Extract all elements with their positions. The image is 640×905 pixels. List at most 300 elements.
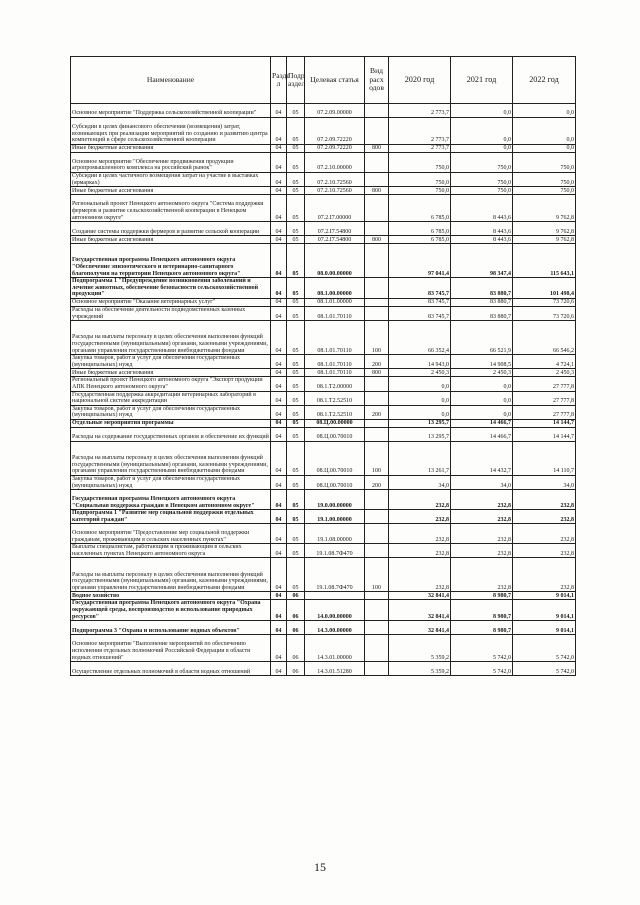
row-2022-value-cell: 9 762,8: [513, 236, 576, 244]
row-section-cell: 04: [271, 104, 287, 118]
row-2021-value-cell: 0,0: [451, 391, 513, 405]
row-2020-value-cell: 97 041,4: [389, 244, 451, 278]
row-target-article-cell: 07.2.09.00000: [305, 104, 365, 118]
row-subsection-cell: 05: [287, 405, 305, 419]
row-2022-value-cell: 5 742,0: [513, 635, 576, 662]
row-expense-type-cell: 100: [365, 321, 389, 355]
table-row: [71, 600, 576, 621]
row-2022-value-cell: 66 546,2: [513, 321, 576, 355]
row-subsection-cell: 06: [287, 621, 305, 635]
row-name-cell: Государственная программа Ненецкого автономного округа "Социальная поддержка граждан в Ненецком автономном округе": [71, 490, 271, 510]
row-name-cell: Расходы на обеспечение деятельности подведомственных казенных учреждений: [71, 306, 271, 320]
table-row: [71, 524, 576, 544]
row-name-cell: Расходы на выплаты персоналу в целях обеспечения выполнения функций государственными (муниципальными) органами, казенными учреждениями, органами управления государственными внебюджетными фондами: [71, 321, 271, 355]
row-subsection-cell: 05: [287, 441, 305, 475]
row-section-cell: 04: [271, 405, 287, 419]
row-name-cell: Региональный проект Ненецкого автономного округа "Система поддержки фермеров и развитие сельскохозяйственной кооперации в Ненецком автономном округе": [71, 195, 271, 222]
row-target-article-cell: [305, 592, 365, 600]
row-target-article-cell: 08.Ц.00.70010: [305, 441, 365, 475]
row-target-article-cell: 08.Ц.00.70010: [305, 475, 365, 489]
row-2022-value-cell: 750,0: [513, 173, 576, 187]
row-expense-type-cell: [365, 490, 389, 510]
table-row: [71, 236, 576, 244]
row-section-cell: 04: [271, 153, 287, 173]
row-2022-value-cell: 4 724,1: [513, 355, 576, 369]
table-row: [71, 475, 576, 489]
row-name-cell: Расходы на выплаты персоналу в целях обеспечения выполнения функций государственными (муниципальными) органами, казенными учреждениями, органами управления государственными внебюджетными фондами: [71, 441, 271, 475]
row-2022-value-cell: 750,0: [513, 187, 576, 195]
row-2022-value-cell: 14 144,7: [513, 419, 576, 427]
row-2020-value-cell: 0,0: [389, 405, 451, 419]
row-expense-type-cell: [365, 427, 389, 441]
row-expense-type-cell: [365, 104, 389, 118]
row-name-cell: Государственная программа Ненецкого автономного округа "Охрана окружающей среды, воспроизводство и использование природных ресурсов": [71, 600, 271, 621]
row-2022-value-cell: 9 762,8: [513, 222, 576, 236]
row-section-cell: 04: [271, 510, 287, 524]
row-name-cell: Иные бюджетные ассигнования: [71, 145, 271, 153]
row-section-cell: 04: [271, 662, 287, 676]
row-name-cell: Подпрограмма 1 "Развитие мер социальной поддержки отдельных категорий граждан": [71, 510, 271, 524]
page-number: 15: [314, 860, 326, 874]
table-row: [71, 558, 576, 592]
row-expense-type-cell: [365, 524, 389, 544]
row-subsection-cell: 05: [287, 187, 305, 195]
row-2020-value-cell: 750,0: [389, 187, 451, 195]
row-target-article-cell: 08.1.T2.52510: [305, 405, 365, 419]
row-2020-value-cell: 2 773,7: [389, 104, 451, 118]
row-name-cell: Водное хозяйство: [71, 592, 271, 600]
row-subsection-cell: 05: [287, 153, 305, 173]
row-2021-value-cell: 83 880,7: [451, 298, 513, 306]
row-subsection-cell: 05: [287, 236, 305, 244]
row-name-cell: Выплаты специалистам, работающим и проживающим в сельских населенных пунктах Ненецкого автономного округа: [71, 544, 271, 558]
row-2022-value-cell: 9 014,1: [513, 621, 576, 635]
row-section-cell: 04: [271, 222, 287, 236]
row-section-cell: 04: [271, 321, 287, 355]
row-2020-value-cell: 2 773,7: [389, 118, 451, 145]
row-2020-value-cell: 232,8: [389, 544, 451, 558]
row-subsection-cell: 05: [287, 222, 305, 236]
table-row: [71, 621, 576, 635]
row-section-cell: 04: [271, 490, 287, 510]
row-subsection-cell: 05: [287, 377, 305, 391]
row-target-article-cell: 19.1.08.00000: [305, 524, 365, 544]
row-name-cell: Подпрограмма 1 "Предупреждение возникновения заболеваний и лечение животных, обеспечение безопасности сельскохозяйственной продукции": [71, 278, 271, 299]
row-2020-value-cell: 6 785,0: [389, 195, 451, 222]
row-expense-type-cell: 200: [365, 405, 389, 419]
table-row: [71, 222, 576, 236]
row-target-article-cell: 14.3.00.00000: [305, 621, 365, 635]
row-2022-value-cell: 232,8: [513, 510, 576, 524]
row-2021-value-cell: 34,0: [451, 475, 513, 489]
row-2021-value-cell: 0,0: [451, 377, 513, 391]
row-subsection-cell: 05: [287, 278, 305, 299]
row-subsection-cell: 05: [287, 355, 305, 369]
row-expense-type-cell: [365, 244, 389, 278]
row-name-cell: Субсидии в целях финансового обеспечения (возмещения) затрат, возникающих при реализации мероприятий по созданию и развитию центра компетенций в сфере сельскохозяйственной кооперации: [71, 118, 271, 145]
row-2020-value-cell: 750,0: [389, 173, 451, 187]
row-section-cell: 04: [271, 278, 287, 299]
row-2020-value-cell: 232,8: [389, 490, 451, 510]
row-2021-value-cell: 8 443,6: [451, 195, 513, 222]
row-2020-value-cell: 5 359,2: [389, 662, 451, 676]
row-2021-value-cell: 2 450,3: [451, 369, 513, 377]
row-2022-value-cell: 750,0: [513, 153, 576, 173]
row-2020-value-cell: 32 841,4: [389, 621, 451, 635]
row-target-article-cell: 07.2.09.72220: [305, 145, 365, 153]
row-2020-value-cell: 14 943,0: [389, 355, 451, 369]
row-2020-value-cell: 13 295,7: [389, 419, 451, 427]
row-2022-value-cell: 14 144,7: [513, 427, 576, 441]
header-expense-type: Вид расх одов: [365, 57, 389, 104]
row-target-article-cell: 07.2.I7.54800: [305, 222, 365, 236]
row-2021-value-cell: 98 347,4: [451, 244, 513, 278]
row-name-cell: Расходы на содержание государственных органов и обеспечение их функций: [71, 427, 271, 441]
row-target-article-cell: 08.1.01.70110: [305, 369, 365, 377]
row-2020-value-cell: 750,0: [389, 153, 451, 173]
row-2022-value-cell: 0,0: [513, 118, 576, 145]
row-section-cell: 04: [271, 427, 287, 441]
row-target-article-cell: 07.2.10.72560: [305, 173, 365, 187]
row-expense-type-cell: 200: [365, 355, 389, 369]
row-expense-type-cell: [365, 306, 389, 320]
row-2021-value-cell: 750,0: [451, 153, 513, 173]
header-subsection: Подр аздел: [287, 57, 305, 104]
row-section-cell: 04: [271, 524, 287, 544]
row-subsection-cell: 05: [287, 427, 305, 441]
table-row: [71, 441, 576, 475]
row-2022-value-cell: 0,0: [513, 104, 576, 118]
row-target-article-cell: 08.1.01.00000: [305, 298, 365, 306]
row-2020-value-cell: 232,8: [389, 558, 451, 592]
row-target-article-cell: 08.Ц.00.70010: [305, 427, 365, 441]
row-2020-value-cell: 83 745,7: [389, 278, 451, 299]
row-2021-value-cell: 0,0: [451, 118, 513, 145]
row-2020-value-cell: 0,0: [389, 377, 451, 391]
row-subsection-cell: 05: [287, 173, 305, 187]
row-target-article-cell: 08.1.01.70110: [305, 355, 365, 369]
table-row: [71, 104, 576, 118]
row-name-cell: Закупка товаров, работ и услуг для обеспечения государственных (муниципальных) нужд: [71, 405, 271, 419]
row-2021-value-cell: 8 443,6: [451, 222, 513, 236]
row-section-cell: 04: [271, 369, 287, 377]
row-2022-value-cell: 232,8: [513, 490, 576, 510]
table-row: [71, 490, 576, 510]
row-expense-type-cell: [365, 278, 389, 299]
row-target-article-cell: 19.1.08.7Ф470: [305, 544, 365, 558]
row-2020-value-cell: 34,0: [389, 475, 451, 489]
row-2021-value-cell: 0,0: [451, 145, 513, 153]
row-subsection-cell: 05: [287, 419, 305, 427]
row-name-cell: Создание системы поддержки фермеров и развитие сельской кооперации: [71, 222, 271, 236]
row-name-cell: Основное мероприятие "Предоставление мер социальной поддержки гражданам, проживающим в сельских населенных пунктах": [71, 524, 271, 544]
row-subsection-cell: 05: [287, 321, 305, 355]
row-subsection-cell: 06: [287, 600, 305, 621]
row-section-cell: 04: [271, 173, 287, 187]
table-row: [71, 510, 576, 524]
row-2022-value-cell: 27 777,8: [513, 405, 576, 419]
row-subsection-cell: 05: [287, 475, 305, 489]
row-name-cell: Субсидии в целях частичного возмещения затрат на участие в выставках (ярмарках): [71, 173, 271, 187]
row-section-cell: 04: [271, 441, 287, 475]
table-row: [71, 405, 576, 419]
row-section-cell: 04: [271, 391, 287, 405]
row-name-cell: Подпрограмма 3 "Охрана и использование водных объектов": [71, 621, 271, 635]
row-expense-type-cell: 800: [365, 145, 389, 153]
table-row: [71, 153, 576, 173]
row-expense-type-cell: [365, 173, 389, 187]
row-2021-value-cell: 5 742,0: [451, 662, 513, 676]
row-2022-value-cell: 232,8: [513, 524, 576, 544]
row-2020-value-cell: 66 352,4: [389, 321, 451, 355]
row-expense-type-cell: 800: [365, 187, 389, 195]
row-subsection-cell: 05: [287, 490, 305, 510]
header-target-article: Целевая статья: [305, 57, 365, 104]
row-expense-type-cell: [365, 635, 389, 662]
table-row: [71, 544, 576, 558]
row-name-cell: Осуществление отдельных полномочий в области водных отношений: [71, 662, 271, 676]
table-row: [71, 635, 576, 662]
table-row: [71, 427, 576, 441]
row-2020-value-cell: 2 773,7: [389, 145, 451, 153]
row-2020-value-cell: 13 261,7: [389, 441, 451, 475]
table-row: [71, 173, 576, 187]
row-2022-value-cell: 232,8: [513, 558, 576, 592]
row-expense-type-cell: 200: [365, 475, 389, 489]
row-target-article-cell: 08.0.00.00000: [305, 244, 365, 278]
row-target-article-cell: 08.Ц.00.00000: [305, 419, 365, 427]
row-2020-value-cell: 6 785,0: [389, 236, 451, 244]
row-2021-value-cell: 232,8: [451, 524, 513, 544]
row-expense-type-cell: [365, 592, 389, 600]
row-2021-value-cell: 8 443,6: [451, 236, 513, 244]
row-target-article-cell: 14.3.01.51280: [305, 662, 365, 676]
row-subsection-cell: 05: [287, 306, 305, 320]
row-2021-value-cell: 83 880,7: [451, 306, 513, 320]
row-name-cell: Закупка товаров, работ и услуг для обеспечения государственных (муниципальных) нужд: [71, 355, 271, 369]
row-section-cell: 04: [271, 475, 287, 489]
row-2020-value-cell: 2 450,3: [389, 369, 451, 377]
row-2022-value-cell: 0,0: [513, 145, 576, 153]
row-target-article-cell: 08.1.01.70110: [305, 306, 365, 320]
row-expense-type-cell: [365, 298, 389, 306]
row-2021-value-cell: 14 432,7: [451, 441, 513, 475]
row-expense-type-cell: [365, 419, 389, 427]
row-target-article-cell: 14.3.01.00000: [305, 635, 365, 662]
row-2022-value-cell: 232,8: [513, 544, 576, 558]
row-subsection-cell: 05: [287, 369, 305, 377]
row-subsection-cell: 05: [287, 544, 305, 558]
row-expense-type-cell: [365, 377, 389, 391]
row-target-article-cell: 19.1.00.00000: [305, 510, 365, 524]
row-target-article-cell: 07.2.10.00000: [305, 153, 365, 173]
row-subsection-cell: 06: [287, 662, 305, 676]
row-2021-value-cell: 750,0: [451, 187, 513, 195]
row-2021-value-cell: 8 980,7: [451, 592, 513, 600]
row-expense-type-cell: [365, 662, 389, 676]
row-target-article-cell: 08.1.T2.00000: [305, 377, 365, 391]
row-2022-value-cell: 73 720,6: [513, 298, 576, 306]
row-2021-value-cell: 66 521,9: [451, 321, 513, 355]
row-target-article-cell: 07.2.10.72560: [305, 187, 365, 195]
table-row: [71, 419, 576, 427]
table-row: [71, 662, 576, 676]
header-year-2020: 2020 год: [389, 57, 451, 104]
row-2022-value-cell: 9 014,1: [513, 600, 576, 621]
row-2021-value-cell: 232,8: [451, 544, 513, 558]
row-section-cell: 04: [271, 244, 287, 278]
row-target-article-cell: 07.2.09.72220: [305, 118, 365, 145]
row-subsection-cell: 05: [287, 558, 305, 592]
row-expense-type-cell: [365, 510, 389, 524]
row-2021-value-cell: 232,8: [451, 558, 513, 592]
row-2020-value-cell: 232,8: [389, 510, 451, 524]
row-expense-type-cell: [365, 600, 389, 621]
row-2021-value-cell: 8 980,7: [451, 600, 513, 621]
header-year-2022: 2022 год: [513, 57, 576, 104]
row-2020-value-cell: 232,8: [389, 524, 451, 544]
row-subsection-cell: 05: [287, 524, 305, 544]
row-subsection-cell: 05: [287, 195, 305, 222]
row-name-cell: Отдельные мероприятия программы: [71, 419, 271, 427]
row-2021-value-cell: 5 742,0: [451, 635, 513, 662]
row-2021-value-cell: 14 908,5: [451, 355, 513, 369]
row-target-article-cell: 08.1.T2.52510: [305, 391, 365, 405]
row-section-cell: 04: [271, 635, 287, 662]
row-2020-value-cell: 0,0: [389, 391, 451, 405]
row-name-cell: Государственная программа Ненецкого автономного округа "Обеспечение эпизоотического и ветеринарно-санитарного благополучия на территории Ненецкого автономного округа": [71, 244, 271, 278]
row-2021-value-cell: 232,8: [451, 510, 513, 524]
row-2021-value-cell: 14 466,7: [451, 427, 513, 441]
row-expense-type-cell: [365, 195, 389, 222]
row-expense-type-cell: 100: [365, 441, 389, 475]
row-section-cell: 04: [271, 187, 287, 195]
row-target-article-cell: 07.2.I7.00000: [305, 195, 365, 222]
row-expense-type-cell: [365, 621, 389, 635]
row-2022-value-cell: 73 720,6: [513, 306, 576, 320]
row-section-cell: 04: [271, 544, 287, 558]
row-2022-value-cell: 101 498,4: [513, 278, 576, 299]
row-subsection-cell: 06: [287, 592, 305, 600]
row-name-cell: Иные бюджетные ассигнования: [71, 187, 271, 195]
row-section-cell: 04: [271, 558, 287, 592]
row-2021-value-cell: 8 980,7: [451, 621, 513, 635]
table-row: [71, 592, 576, 600]
row-expense-type-cell: [365, 153, 389, 173]
row-2021-value-cell: 14 466,7: [451, 419, 513, 427]
row-2020-value-cell: 83 745,7: [389, 298, 451, 306]
row-2022-value-cell: 14 110,7: [513, 441, 576, 475]
row-expense-type-cell: [365, 118, 389, 145]
row-subsection-cell: 05: [287, 145, 305, 153]
row-section-cell: 04: [271, 419, 287, 427]
row-name-cell: Региональный проект Ненецкого автономного округа "Экспорт продукции АПК Ненецкого автономного округа": [71, 377, 271, 391]
row-2020-value-cell: 5 359,2: [389, 635, 451, 662]
row-subsection-cell: 05: [287, 118, 305, 145]
table-row: [71, 187, 576, 195]
row-name-cell: Иные бюджетные ассигнования: [71, 236, 271, 244]
header-section: Разде л: [271, 57, 287, 104]
row-section-cell: 04: [271, 298, 287, 306]
row-section-cell: 04: [271, 355, 287, 369]
row-name-cell: Основное мероприятие "Обеспечение продвижения продукции агропромышленного комплекса на российский рынок": [71, 153, 271, 173]
row-2022-value-cell: 9 762,8: [513, 195, 576, 222]
row-subsection-cell: 05: [287, 298, 305, 306]
row-expense-type-cell: [365, 544, 389, 558]
row-subsection-cell: 05: [287, 104, 305, 118]
row-section-cell: 04: [271, 377, 287, 391]
row-2022-value-cell: 2 450,3: [513, 369, 576, 377]
table-row: [71, 377, 576, 391]
row-2021-value-cell: 750,0: [451, 173, 513, 187]
header-name: Наименование: [71, 57, 271, 104]
row-subsection-cell: 05: [287, 244, 305, 278]
row-expense-type-cell: [365, 222, 389, 236]
row-2021-value-cell: 83 880,7: [451, 278, 513, 299]
table-row: [71, 355, 576, 369]
table-row: [71, 321, 576, 355]
row-expense-type-cell: 800: [365, 236, 389, 244]
row-section-cell: 04: [271, 306, 287, 320]
row-target-article-cell: 08.1.00.00000: [305, 278, 365, 299]
row-name-cell: Основное мероприятие "Оказание ветеринарных услуг": [71, 298, 271, 306]
row-name-cell: Расходы на выплаты персоналу в целях обеспечения выполнения функций государственными (муниципальными) органами, казенными учреждениями, органами управления государственными внебюджетными фондами: [71, 558, 271, 592]
row-target-article-cell: 07.2.I7.54800: [305, 236, 365, 244]
row-2022-value-cell: 27 777,8: [513, 377, 576, 391]
row-subsection-cell: 05: [287, 510, 305, 524]
row-name-cell: Закупка товаров, работ и услуг для обеспечения государственных (муниципальных) нужд: [71, 475, 271, 489]
row-name-cell: Государственная поддержка аккредитации ветеринарных лабораторий в национальной системе аккредитации: [71, 391, 271, 405]
row-subsection-cell: 05: [287, 391, 305, 405]
row-name-cell: Основное мероприятие "Поддержка сельскохозяйственной кооперации": [71, 104, 271, 118]
row-target-article-cell: 08.1.01.70110: [305, 321, 365, 355]
table-row: [71, 298, 576, 306]
row-expense-type-cell: 100: [365, 558, 389, 592]
table-row: [71, 118, 576, 145]
table-row: [71, 391, 576, 405]
row-2020-value-cell: 6 785,0: [389, 222, 451, 236]
row-expense-type-cell: [365, 391, 389, 405]
row-2022-value-cell: 34,0: [513, 475, 576, 489]
row-2022-value-cell: 5 742,0: [513, 662, 576, 676]
row-section-cell: 04: [271, 621, 287, 635]
table-row: [71, 278, 576, 299]
row-name-cell: Основное мероприятие "Выполнение мероприятий по обеспечению исполнения отдельных полномочий Российской Федерации в области водных отношений": [71, 635, 271, 662]
row-section-cell: 04: [271, 145, 287, 153]
table-header-row: [71, 57, 576, 104]
row-2022-value-cell: 27 777,8: [513, 391, 576, 405]
row-2021-value-cell: 232,8: [451, 490, 513, 510]
row-expense-type-cell: 800: [365, 369, 389, 377]
row-target-article-cell: 14.0.00.00000: [305, 600, 365, 621]
row-2022-value-cell: 115 643,1: [513, 244, 576, 278]
row-target-article-cell: 19.1.08.7Ф470: [305, 558, 365, 592]
row-2021-value-cell: 0,0: [451, 104, 513, 118]
table-row: [71, 244, 576, 278]
budget-table: [70, 56, 576, 676]
row-2020-value-cell: 13 295,7: [389, 427, 451, 441]
table-body: [71, 104, 576, 676]
row-2020-value-cell: 32 841,4: [389, 592, 451, 600]
row-section-cell: 04: [271, 195, 287, 222]
row-section-cell: 04: [271, 118, 287, 145]
row-section-cell: 04: [271, 600, 287, 621]
row-2020-value-cell: 83 745,7: [389, 306, 451, 320]
table-row: [71, 195, 576, 222]
row-section-cell: 04: [271, 236, 287, 244]
row-2020-value-cell: 32 841,4: [389, 600, 451, 621]
row-target-article-cell: 19.0.00.00000: [305, 490, 365, 510]
